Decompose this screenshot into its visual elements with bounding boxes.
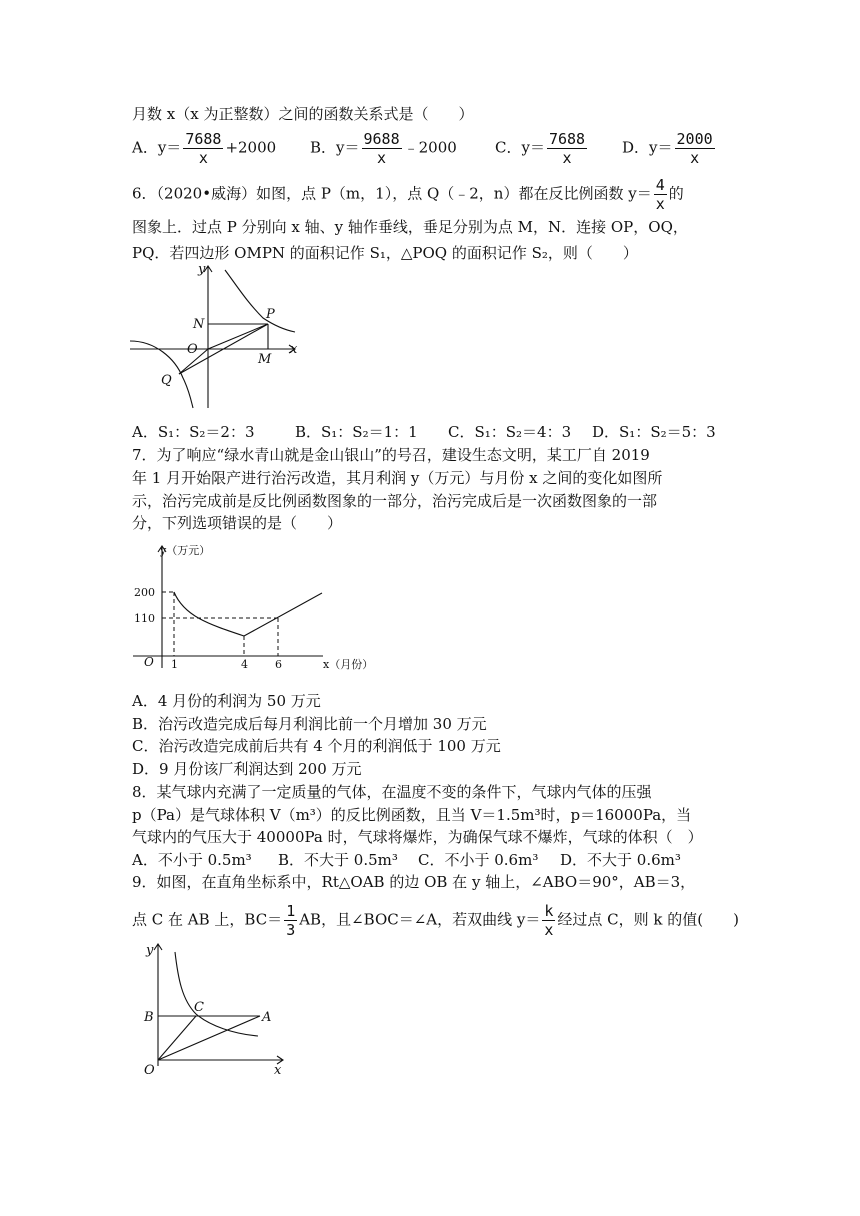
q9-fraction-one-third [284,902,297,939]
q6-stem-line3: PQ．若四边形 OMPN 的面积记作 S₁，△POQ 的面积记作 S₂，则（ ） [132,244,638,262]
q7-xtick-4: 4 [241,658,248,671]
q6-option-a[interactable]: A．S₁：S₂＝2：3 [132,423,255,441]
q5-option-b[interactable] [310,130,457,167]
q9-fraction-k-over-x [542,902,555,939]
q8-stem-line2: p（Pa）是气球体积 V（m³）的反比例函数，且当 V＝1.5m³时，p＝16000Pa，当 [132,806,692,824]
q6-figure [125,258,315,416]
q6-stem-line1-text: 6．（2020•威海）如图，点 P（m，1），点 Q（﹣2，n）都在反比例函数 y＝ [132,184,652,203]
q5-option-b-numerator: 9688 [363,130,400,148]
q9-stem-line2-middle: AB，且∠BOC＝∠A，若双曲线 y＝ [299,910,541,929]
q9-label-b: B [144,1010,154,1025]
q9-fraction-denominator: 3 [286,921,296,939]
q7-stem-line2: 年 1 月开始限产进行治污改造，其月利润 y（万元）与月份 x 之间的变化如图所 [132,469,663,487]
q5-option-a-prefix: A．y＝ [132,138,182,157]
q7-xtick-1: 1 [171,658,178,671]
q7-figure [128,538,374,678]
q8-option-b[interactable]: B．不大于 0.5m³ [278,851,398,869]
q5-option-a-suffix: +2000 [225,138,277,157]
q6-option-b[interactable]: B．S₁：S₂＝1：1 [295,423,418,441]
q7-option-a[interactable]: A．4 月份的利润为 50 万元 [132,692,321,710]
q6-stem-line2: 图象上．过点 P 分别向 x 轴、y 轴作垂线，垂足分别为点 M，N．连接 OP，OQ， [132,218,688,236]
q5-option-b-suffix: ﹣2000 [403,138,457,157]
q5-option-d[interactable] [622,130,717,167]
q5-option-c-numerator: 7688 [548,130,586,148]
q5-option-d-fraction [675,130,715,167]
q5-option-c-fraction [547,130,587,167]
q9-label-c: C [194,1000,204,1015]
q7-curve-inverse [174,592,244,636]
q7-option-b[interactable]: B．治污改造完成后每月利润比前一个月增加 30 万元 [132,715,487,733]
q6-label-m: M [258,352,272,367]
q5-option-a-numerator: 7688 [185,130,222,148]
q6-stem-denominator: x [655,195,665,213]
q9-fraction-k: k [544,902,554,920]
q6-label-o: O [187,342,198,357]
q9-fraction-numerator: 1 [286,902,296,920]
q5-option-d-numerator: 2000 [676,130,713,148]
q7-origin: O [144,655,154,669]
q7-xtick-6: 6 [275,658,282,671]
q9-fraction-x: x [544,921,554,939]
q6-label-p: P [266,307,275,322]
q9-label-a: A [262,1010,272,1025]
q9-stem-line2-suffix: 经过点 C，则 k 的值( ) [557,910,739,929]
q7-ylabel: y（万元） [160,544,211,557]
q6-option-c[interactable]: C．S₁：S₂＝4：3 [448,423,572,441]
q8-stem-line1: 8．某气球内充满了一定质量的气体，在温度不变的条件下，气球内气体的压强 [132,783,652,801]
q6-label-n: N [193,317,205,332]
q5-option-b-prefix: B．y＝ [310,138,360,157]
q5-option-b-denominator: x [377,149,387,167]
q9-segment-oc [158,1016,196,1060]
q5-option-d-prefix: D．y＝ [622,138,673,157]
q7-option-d[interactable]: D．9 月份该厂利润达到 200 万元 [132,760,362,778]
q5-option-d-denominator: x [690,149,700,167]
q5-stem-tail: 月数 x（x 为正整数）之间的函数关系式是（ ） [132,105,474,123]
q8-stem-line3: 气球内的气压大于 40000Pa 时，气球将爆炸，为确保气球不爆炸，气球的体积（ ） [132,828,703,846]
q7-option-c[interactable]: C．治污改造完成前后共有 4 个月的利润低于 100 万元 [132,737,501,755]
q7-ytick-110: 110 [134,612,155,625]
q9-hyperbola [175,952,258,1036]
q6-option-d[interactable]: D．S₁：S₂＝5：3 [592,423,716,441]
q9-stem-line1: 9．如图，在直角坐标系中，Rt△OAB 的边 OB 在 y 轴上，∠ABO＝90°，AB＝3， [132,873,696,891]
q9-label-o: O [144,1063,155,1078]
q5-option-c-prefix: C．y＝ [495,138,545,157]
q6-label-y: y [198,262,206,277]
q9-label-x: x [274,1063,282,1078]
q7-line-linear [244,593,322,636]
q7-xlabel: x（月份） [323,658,374,671]
q8-option-a[interactable]: A．不小于 0.5m³ [132,851,252,869]
q9-figure [138,938,298,1078]
q9-stem-line2 [132,902,739,939]
q6-label-q: Q [161,373,172,388]
q7-stem-line4: 分，下列选项错误的是（ ） [132,514,343,532]
q6-label-x: x [290,342,298,357]
q5-option-a[interactable] [132,130,276,167]
q9-stem-line2-text: 点 C 在 AB 上，BC＝ [132,910,283,929]
q9-label-y: y [146,943,154,958]
q6-curve-right [225,270,295,332]
q6-stem-line1-suffix: 的 [668,184,684,203]
q6-stem-line1 [132,176,684,213]
q5-option-a-denominator: x [198,149,208,167]
q7-stem-line1: 7．为了响应“绿水青山就是金山银山”的号召，建设生态文明，某工厂自 2019 [132,446,650,464]
q5-option-c[interactable] [495,130,589,167]
q5-option-c-denominator: x [562,149,572,167]
q8-option-d[interactable]: D．不大于 0.6m³ [560,851,681,869]
q7-stem-line3: 示，治污完成前是反比例函数图象的一部分，治污完成后是一次函数图象的一部 [132,492,658,510]
q6-stem-numerator: 4 [655,176,665,194]
q6-segment-op [208,324,268,349]
q6-stem-fraction [654,176,667,213]
q5-option-a-fraction [183,130,223,167]
q8-option-c[interactable]: C．不小于 0.6m³ [418,851,539,869]
q5-option-b-fraction [362,130,402,167]
q7-ytick-200: 200 [134,586,155,599]
